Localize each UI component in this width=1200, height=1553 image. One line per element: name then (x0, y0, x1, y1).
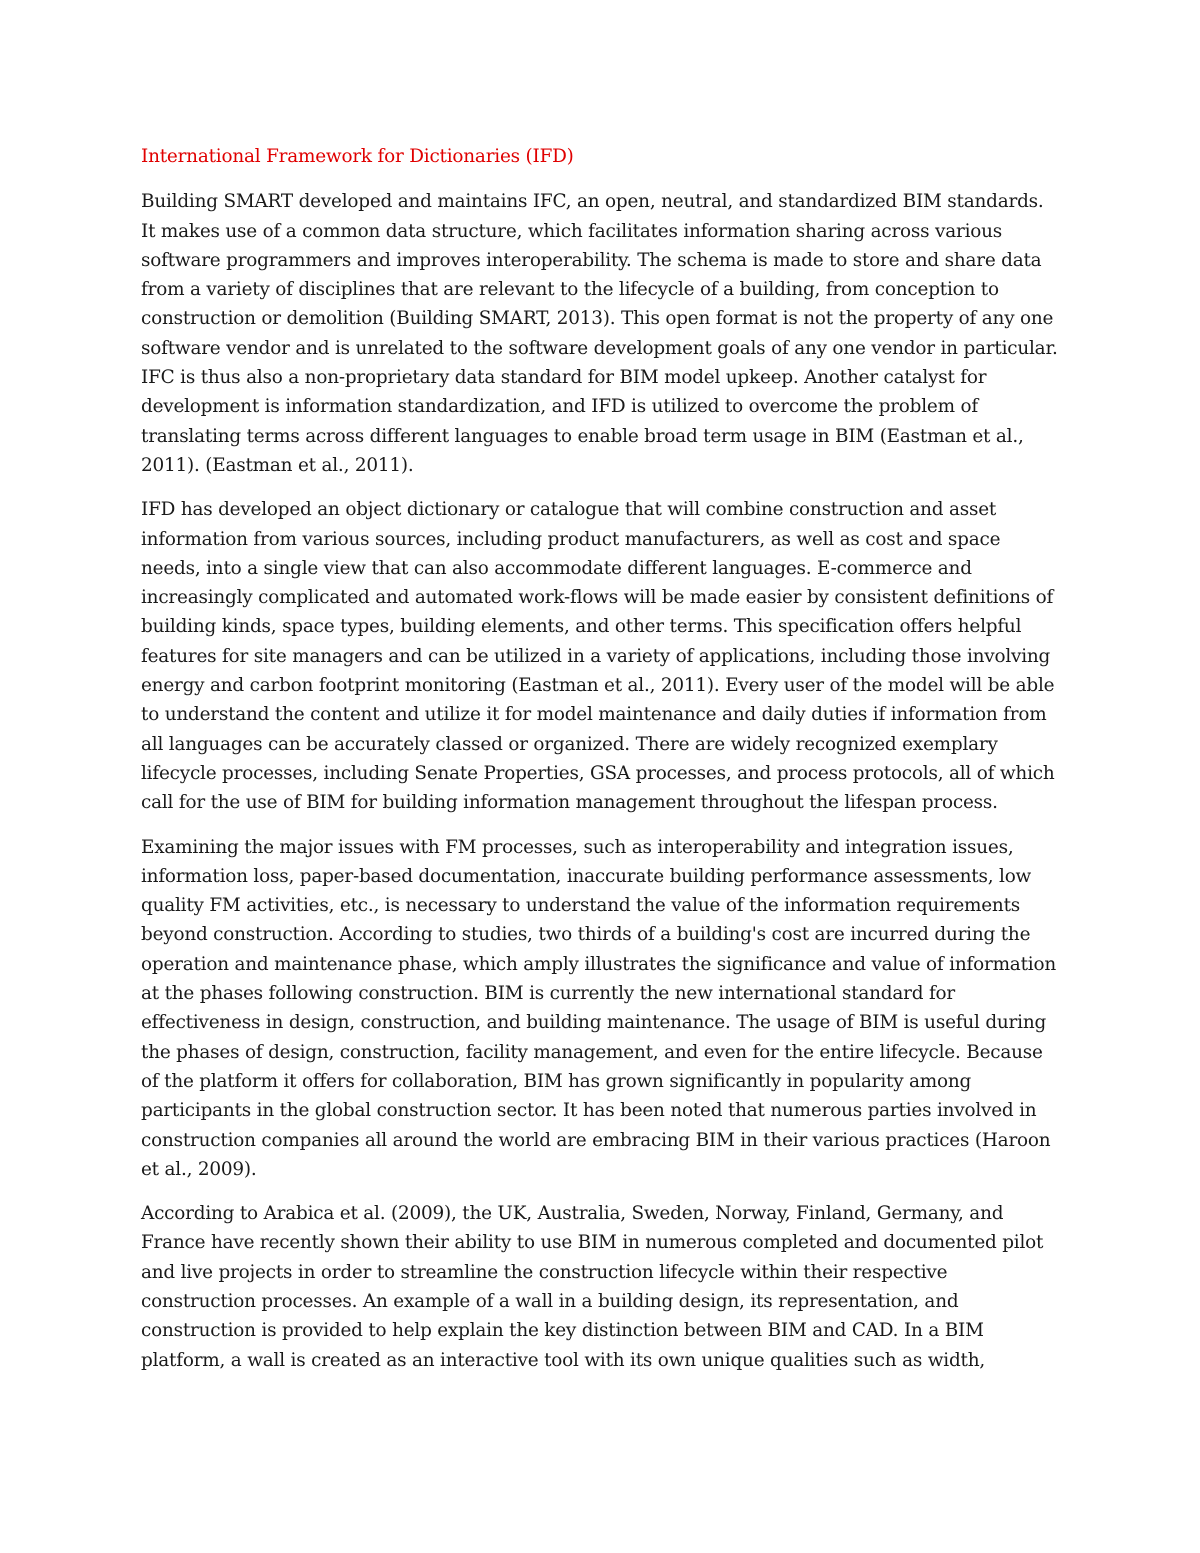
document-body (141, 142, 1059, 1390)
paragraph-fm-issues: Examining the major issues with FM processes, such as interoperability and integration issues, information loss, paper-based documentation, inaccurate building performance assessments, low quality FM activities, etc., is necessary to understand the value of the information requirements beyond construction. According to studies, two thirds of a building's cost are incurred during the operation and maintenance phase, which amply illustrates the significance and value of information at the phases following construction. BIM is currently the new international standard for effectiveness in design, construction, and building maintenance. The usage of BIM is useful during the phases of design, construction, facility management, and even for the entire lifecycle. Because of the platform it offers for collaboration, BIM has grown significantly in popularity among participants in the global construction sector. It has been noted that numerous parties involved in construction companies all around the world are embracing BIM in their various practices (Haroon et al., 2009). (141, 836, 1056, 1180)
paragraph-bim-adoption: According to Arabica et al. (2009), the UK, Australia, Sweden, Norway, Finland, Germany, and France have recently shown their ability to use BIM in numerous completed and documented pilot and live projects in order to streamline the construction lifecycle within their respective construction processes. An example of a wall in a building design, its representation, and construction is provided to help explain the key distinction between BIM and CAD. In a BIM platform, a wall is created as an interactive tool with its own unique qualities such as width, (141, 1203, 1044, 1371)
section-heading: International Framework for Dictionaries (IFD) (141, 146, 574, 167)
paragraph-ifc-overview: Building SMART developed and maintains IFC, an open, neutral, and standardized BIM standards. It makes use of a common data structure, which facilitates information sharing across various software programmers and improves interoperability. The schema is made to store and share data from a variety of disciplines that are relevant to the lifecycle of a building, from conception to construction or demolition (Building SMART, 2013). This open format is not the property of any one software vendor and is unrelated to the software development goals of any one vendor in particular. IFC is thus also a non-proprietary data standard for BIM model upkeep. Another catalyst for development is information standardization, and IFD is utilized to overcome the problem of translating terms across different languages to enable broad term usage in BIM (Eastman et al., 2011). (Eastman et al., 2011). (141, 191, 1058, 476)
paragraph-ifd-dictionary: IFD has developed an object dictionary or catalogue that will combine construction and asset information from various sources, including product manufacturers, as well as cost and space needs, into a single view that can also accommodate different languages. E-commerce and increasingly complicated and automated work-flows will be made easier by consistent definitions of building kinds, space types, building elements, and other terms. This specification offers helpful features for site managers and can be utilized in a variety of applications, including those involving energy and carbon footprint monitoring (Eastman et al., 2011). Every user of the model will be able to understand the content and utilize it for model maintenance and daily duties if information from all languages can be accurately classed or organized. There are widely recognized exemplary lifecycle processes, including Senate Properties, GSA processes, and process protocols, all of which call for the use of BIM for building information management throughout the lifespan process. (141, 499, 1055, 814)
